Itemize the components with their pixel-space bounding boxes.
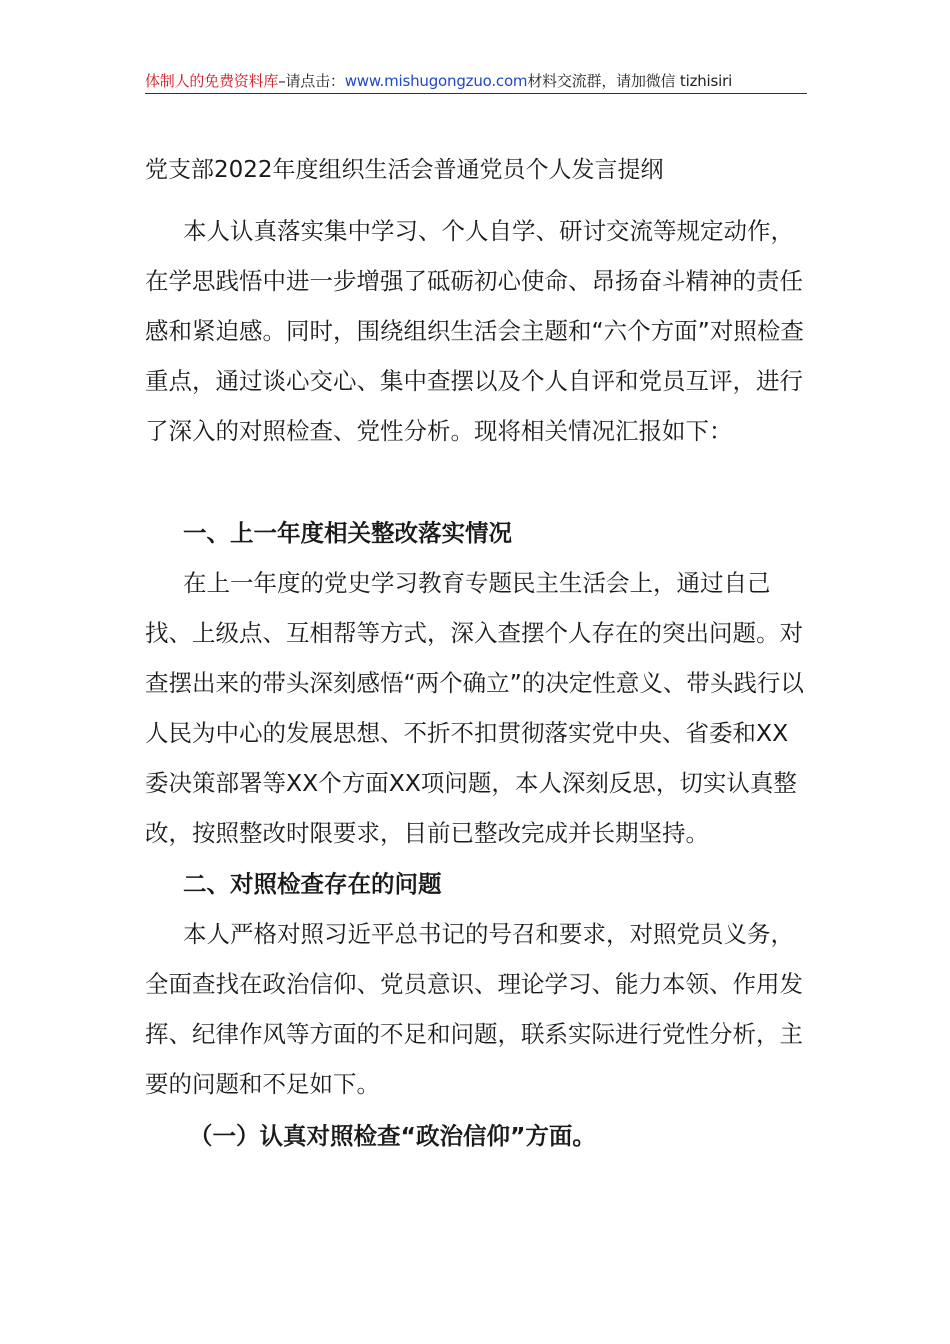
header-prompt: –请点击： <box>278 72 345 90</box>
header-divider <box>145 93 807 94</box>
intro-paragraph: 本人认真落实集中学习、个人自学、研讨交流等规定动作，在学思践悟中进一步增强了砥砺初心使命、昂扬奋斗精神的责任感和紧迫感。同时，围绕组织生活会主题和“六个方面”对照检查重点，通过谈心交心、集中查摆以及个人自评和党员互评，进行了深入的对照检查、党性分析。现将相关情况汇报如下： <box>145 217 804 445</box>
header-brand: 体制人的免费资料库 <box>145 72 279 90</box>
subsection-1-heading: （一）认真对照检查“政治信仰”方面。 <box>189 1122 596 1150</box>
document-title: 党支部2022年度组织生活会普通党员个人发言提纲 <box>145 157 664 183</box>
header-url-link[interactable]: www.mishugongzuo.com <box>344 72 528 90</box>
section-2-paragraph: 本人严格对照习近平总书记的号召和要求，对照党员义务，全面查找在政治信仰、党员意识、理论学习、能力本领、作用发挥、纪律作风等方面的不足和问题，联系实际进行党性分析，主要的问题和不足如下。 <box>145 920 803 1098</box>
section-1-paragraph: 在上一年度的党史学习教育专题民主生活会上，通过自己找、上级点、互相帮等方式，深入查摆个人存在的突出问题。对查摆出来的带头深刻感悟“两个确立”的决定性意义、带头践行以人民为中心的发展思想、不折不扣贯彻落实党中央、省委和XX委决策部署等XX个方面XX项问题，本人深刻反思，切实认真整改，按照整改时限要求，目前已整改完成并长期坚持。 <box>145 569 804 847</box>
page-header <box>145 70 807 92</box>
header-suffix: 材料交流群，请加微信 tizhisiri <box>527 72 733 90</box>
section-1-heading: 一、上一年度相关整改落实情况 <box>183 519 512 547</box>
section-2-heading: 二、对照检查存在的问题 <box>183 870 442 898</box>
